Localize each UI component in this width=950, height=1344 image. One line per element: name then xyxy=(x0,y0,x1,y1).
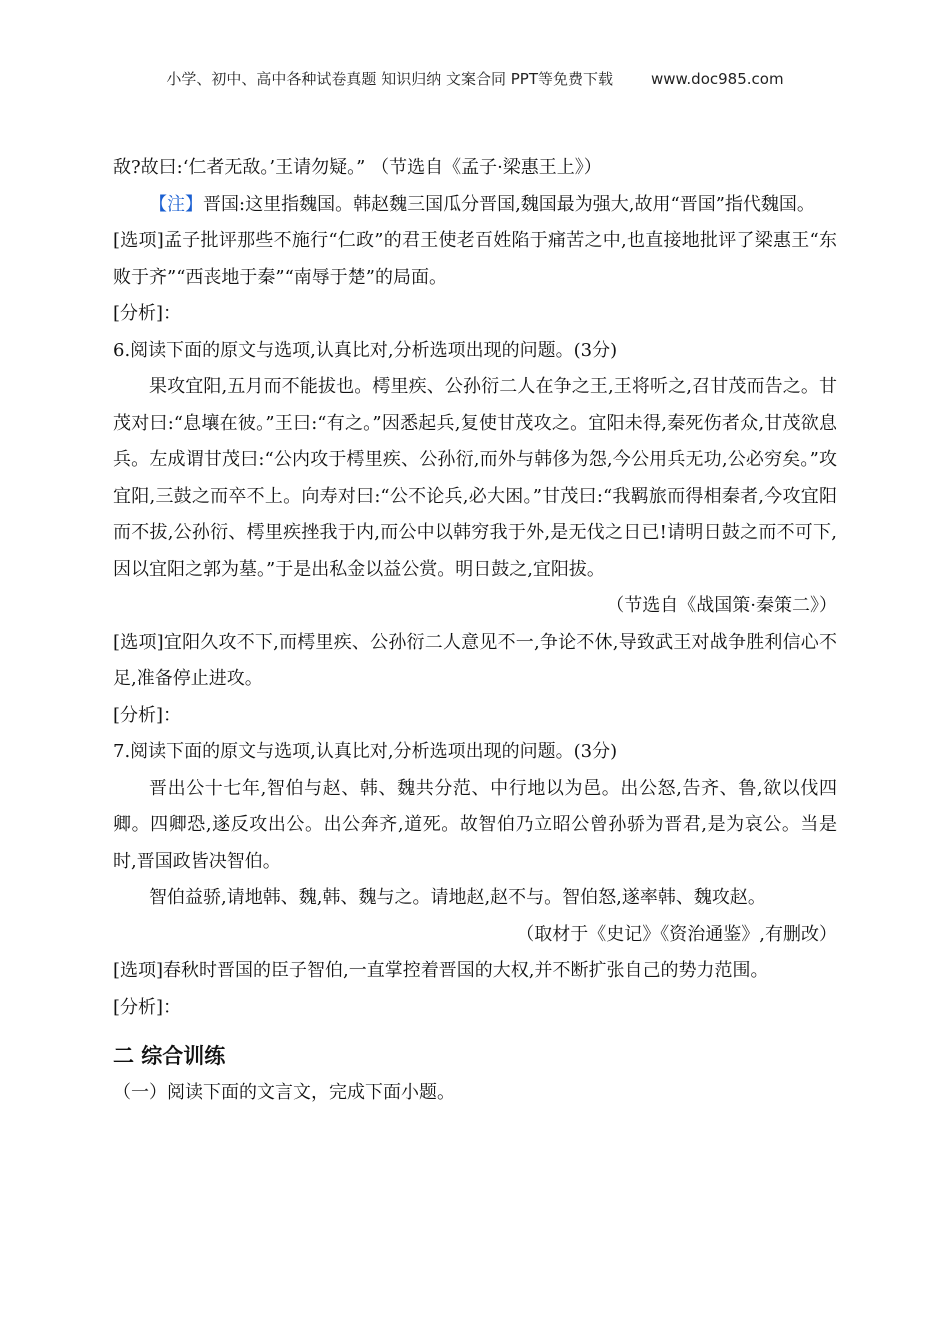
section-title: 二 综合训练 xyxy=(113,1044,226,1068)
q7-analysis: [分析]： xyxy=(113,996,182,1018)
page-header xyxy=(0,68,950,89)
q6-option: [选项]宜阳久攻不下,而樗里疾、公孙衍二人意见不一,争论不休,导致武王对战争胜利信心不足,准备停止进攻。 xyxy=(113,631,837,689)
document-body xyxy=(113,150,837,1111)
q5-option: [选项]孟子批评那些不施行“仁政”的君王使老百姓陷于痛苦之中,也直接地批评了梁惠王“东败于齐”“西丧地于秦”“南辱于楚”的局面。 xyxy=(113,230,837,288)
q6-title: 6.阅读下面的原文与选项,认真比对,分析选项出现的问题。(3分) xyxy=(113,339,618,361)
note-label: 【注】 xyxy=(149,193,203,215)
q6-source: （节选自《战国策·秦策二》） xyxy=(606,595,837,616)
annotation xyxy=(113,187,837,224)
q7-source: （取材于《史记》《资治通鉴》,有删改） xyxy=(516,923,837,945)
q7-title: 7.阅读下面的原文与选项,认真比对,分析选项出现的问题。(3分) xyxy=(113,741,618,762)
note-text: 晋国:这里指魏国。韩赵魏三国瓜分晋国,魏国最为强大,故用“晋国”指代魏国。 xyxy=(203,193,815,215)
section-intro: （一）阅读下面的文言文，完成下面小题。 xyxy=(113,1081,455,1103)
header-url[interactable]: www.doc985.com xyxy=(650,70,784,88)
q7-option: [选项]春秋时晋国的臣子智伯,一直掌控着晋国的大权,并不断扩张自己的势力范围。 xyxy=(113,960,769,981)
quote-ending: 敌?故曰:‘仁者无敌。’王请勿疑。” （节选自《孟子·梁惠王上》） xyxy=(113,157,602,178)
q7-passage-1: 晋出公十七年,智伯与赵、韩、魏共分范、中行地以为邑。出公怒,告齐、鲁,欲以伐四卿。四卿恐,遂反攻出公。出公奔齐,道死。故智伯乃立昭公曾孙骄为晋君,是为哀公。当是时,晋国政皆决智伯。 xyxy=(113,777,837,872)
q6-analysis: [分析]： xyxy=(113,704,182,726)
q6-passage: 果攻宜阳,五月而不能拔也。樗里疾、公孙衍二人在争之王,王将听之,召甘茂而告之。甘茂对曰:“息壤在彼。”王曰:“有之。”因悉起兵,复使甘茂攻之。宜阳未得,秦死伤者众,甘茂欲息兵。左成谓甘茂曰:“公内攻于樗里疾、公孙衍,而外与韩侈为怨,今公用兵无功,公必穷矣。”攻宜阳,三鼓之而卒不上。向寿对曰:“公不论兵,必大困。”甘茂曰:“我羁旅而得相秦者,今攻宜阳而不拔,公孙衍、樗里疾挫我于内,而公中以韩穷我于外,是无伐之日已!请明日鼓之而不可下,因以宜阳之郭为墓。”于是出私金以益公赏。明日鼓之,宜阳拔。 xyxy=(113,376,837,580)
q7-passage-2: 智伯益骄,请地韩、魏,韩、魏与之。请地赵,赵不与。智伯怒,遂率韩、魏攻赵。 xyxy=(149,887,766,908)
header-site-text: 小学、初中、高中各种试卷真题 知识归纳 文案合同 PPT等免费下载 xyxy=(166,70,613,88)
q5-analysis: [分析]： xyxy=(113,303,182,324)
